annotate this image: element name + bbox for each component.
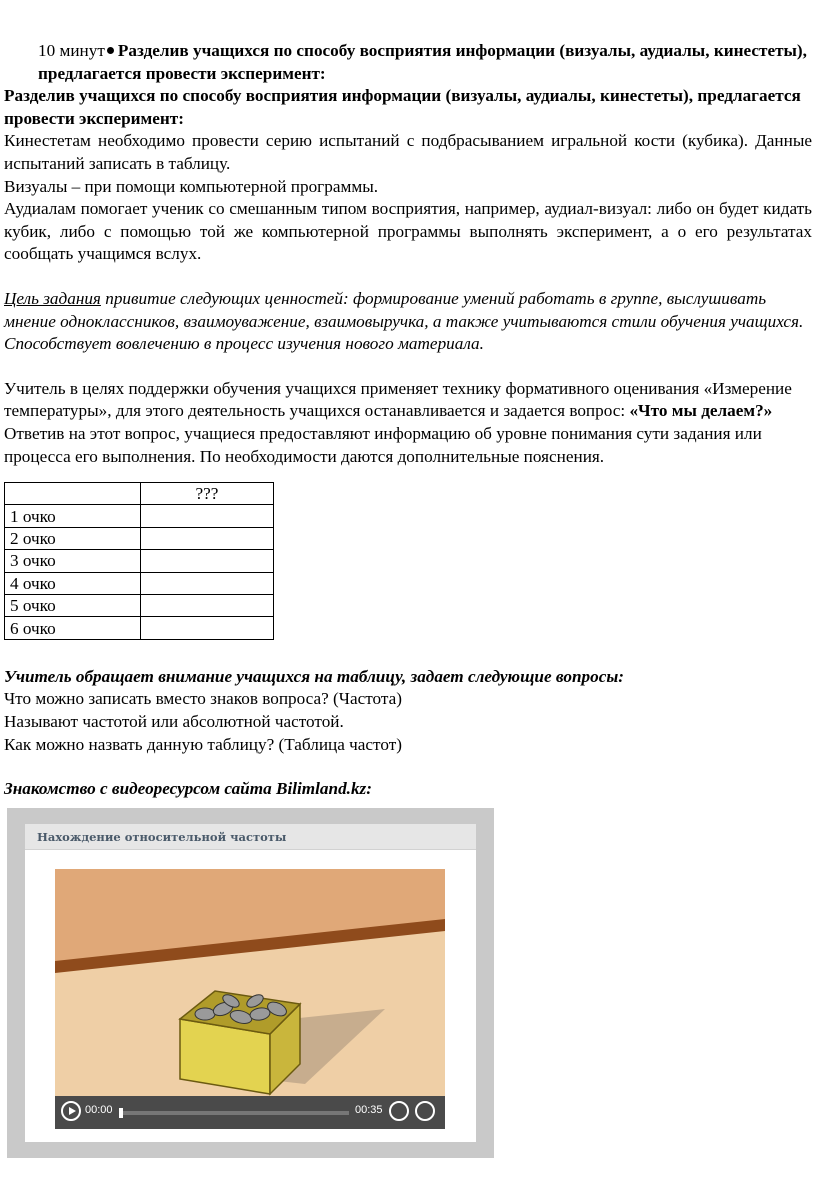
- table-row: [5, 505, 274, 527]
- video-player[interactable]: [25, 824, 476, 1142]
- document-body: [4, 40, 812, 801]
- table-cell: 3 очко: [5, 550, 141, 572]
- formative-paragraph: [4, 378, 812, 468]
- table-cell: [141, 595, 274, 617]
- volume-icon[interactable]: [389, 1101, 409, 1121]
- table-cell: [141, 505, 274, 527]
- intro-title-line2: Разделив учащихся по способу восприятия информации (визуалы, аудиалы, кинестеты), предлагается провести эксперимент:: [4, 86, 801, 128]
- question-1: Что можно записать вместо знаков вопроса? (Частота): [4, 689, 402, 709]
- questions-heading: Учитель обращает внимание учащихся на таблицу, задает следующие вопросы:: [4, 666, 624, 686]
- goal-text: привитие следующих ценностей: формирование умений работать в группе, выслушивать мнение одноклассников, взаимоуважение, взаимовыручка, а также учитываются стили обучения учащихся. Способствует вовлечению в процесс изучения нового материала.: [4, 288, 804, 354]
- progress-track[interactable]: [119, 1111, 349, 1115]
- goal-paragraph: [4, 288, 812, 356]
- table-cell: [141, 550, 274, 572]
- table-cell: 4 очко: [5, 572, 141, 594]
- table-row: [5, 617, 274, 639]
- formative-question: «Что мы делаем?»: [629, 401, 773, 421]
- table-cell: [141, 527, 274, 549]
- table-header-row: [5, 483, 274, 505]
- progress-knob[interactable]: [119, 1108, 123, 1118]
- formative-text-start: Учитель в целях поддержки обучения учащихся применяет технику формативного оценивания «Измерение температуры», для этого деятельность учащихся останавливается и задается вопрос:: [4, 378, 792, 421]
- video-frame: [7, 808, 494, 1158]
- table-header-cell: ???: [141, 483, 274, 505]
- current-time: 00:00: [85, 1104, 113, 1116]
- question-2: Называют частотой или абсолютной частотой.: [4, 712, 344, 732]
- total-time: 00:35: [355, 1104, 383, 1116]
- table-cell: [141, 572, 274, 594]
- fullscreen-icon[interactable]: [415, 1101, 435, 1121]
- table-header-cell: [5, 483, 141, 505]
- table-cell: 2 очко: [5, 527, 141, 549]
- video-scene[interactable]: [55, 869, 445, 1129]
- question-3: Как можно назвать данную таблицу? (Таблица частот): [4, 734, 402, 754]
- bullet-icon: [107, 47, 114, 54]
- intro-title: [4, 40, 812, 85]
- table-row: [5, 527, 274, 549]
- table-row: [5, 595, 274, 617]
- table-cell: 5 очко: [5, 595, 141, 617]
- table-row: [5, 572, 274, 594]
- table-cell: [141, 617, 274, 639]
- video-heading: Знакомство с видеоресурсом сайта Bilimland.kz:: [4, 779, 372, 799]
- intro-title-line1: Разделив учащихся по способу восприятия информации (визуалы, аудиалы, кинестеты), предлагается провести эксперимент:: [38, 41, 807, 83]
- video-title: Нахождение относительной частоты: [25, 824, 476, 850]
- play-icon[interactable]: [61, 1101, 81, 1121]
- frequency-table: [4, 482, 274, 640]
- table-cell: 1 очко: [5, 505, 141, 527]
- table-row: [5, 550, 274, 572]
- audial-paragraph: Аудиалам помогает ученик со смешанным типом восприятия, например, аудиал-визуал: либо он будет кидать кубик, либо с помощью той же компьютерной программы выполнять эксперимент, а о его результатах сообщать учащимся вслух.: [4, 199, 812, 264]
- duration-text: 10 минут: [38, 41, 105, 60]
- table-cell: 6 очко: [5, 617, 141, 639]
- formative-text-end: Ответив на этот вопрос, учащиеся предоставляют информацию об уровне понимания сути задания или процесса его выполнения. По необходимости даются дополнительные пояснения.: [4, 423, 762, 466]
- video-controls: [55, 1096, 445, 1129]
- visual-paragraph: Визуалы – при помощи компьютерной программы.: [4, 176, 379, 196]
- kinesthetic-paragraph: Кинестетам необходимо провести серию испытаний с подбрасыванием игральной кости (кубика). Данные испытаний записать в таблицу.: [4, 131, 812, 173]
- goal-label: Цель задания: [4, 288, 101, 308]
